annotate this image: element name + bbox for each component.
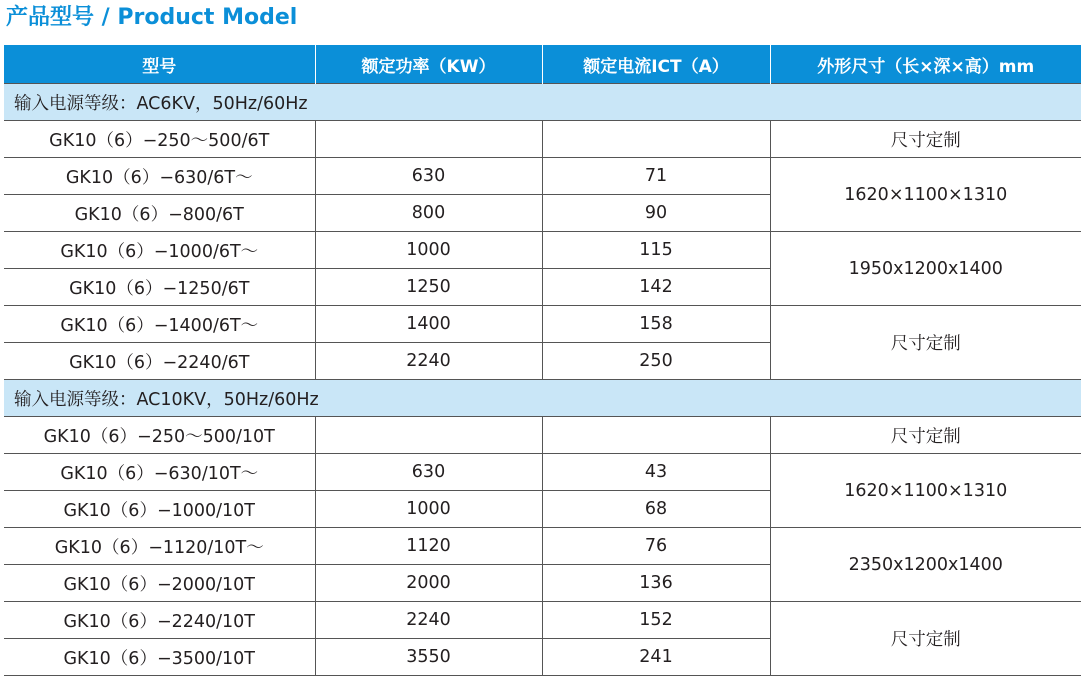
table-row <box>4 528 1081 565</box>
cell-current: 71 <box>542 158 770 195</box>
header-model: 型号 <box>4 45 315 84</box>
cell-model: GK10（6）−800/6T <box>4 195 315 232</box>
cell-power: 1250 <box>315 269 542 306</box>
cell-model: GK10（6）−1250/6T <box>4 269 315 306</box>
cell-model: GK10（6）−1120/10T～ <box>4 528 315 565</box>
table-row <box>4 417 1081 454</box>
section-row-6kv <box>4 84 1081 121</box>
cell-current: 90 <box>542 195 770 232</box>
cell-model: GK10（6）−250～500/6T <box>4 121 315 158</box>
cell-power: 800 <box>315 195 542 232</box>
cell-model: GK10（6）−630/6T～ <box>4 158 315 195</box>
cell-current: 43 <box>542 454 770 491</box>
product-model-table <box>4 45 1081 676</box>
cell-model: GK10（6）−1000/6T～ <box>4 232 315 269</box>
cell-power: 1000 <box>315 232 542 269</box>
cell-power: 1120 <box>315 528 542 565</box>
cell-current: 158 <box>542 306 770 343</box>
cell-current: 76 <box>542 528 770 565</box>
cell-dimensions: 尺寸定制 <box>770 306 1081 380</box>
cell-dimensions: 尺寸定制 <box>770 417 1081 454</box>
cell-model: GK10（6）−3500/10T <box>4 639 315 676</box>
cell-power: 1000 <box>315 491 542 528</box>
table-header-row <box>4 45 1081 84</box>
header-dimensions: 外形尺寸（长×深×高）mm <box>770 45 1081 84</box>
cell-dimensions: 1950x1200x1400 <box>770 232 1081 306</box>
cell-model: GK10（6）−1400/6T～ <box>4 306 315 343</box>
cell-dimensions: 1620×1100×1310 <box>770 454 1081 528</box>
header-power: 额定功率（KW） <box>315 45 542 84</box>
table-row <box>4 602 1081 639</box>
cell-current <box>542 121 770 158</box>
cell-current: 136 <box>542 565 770 602</box>
cell-power: 1400 <box>315 306 542 343</box>
cell-model: GK10（6）−630/10T～ <box>4 454 315 491</box>
cell-power: 2240 <box>315 602 542 639</box>
cell-model: GK10（6）−250～500/10T <box>4 417 315 454</box>
cell-power: 3550 <box>315 639 542 676</box>
cell-current: 115 <box>542 232 770 269</box>
cell-power: 630 <box>315 158 542 195</box>
cell-dimensions: 2350x1200x1400 <box>770 528 1081 602</box>
cell-current: 68 <box>542 491 770 528</box>
table-row <box>4 158 1081 195</box>
cell-current: 142 <box>542 269 770 306</box>
cell-power <box>315 121 542 158</box>
cell-power: 630 <box>315 454 542 491</box>
header-current: 额定电流ICT（A） <box>542 45 770 84</box>
cell-current <box>542 417 770 454</box>
cell-model: GK10（6）−2000/10T <box>4 565 315 602</box>
cell-power <box>315 417 542 454</box>
table-row <box>4 454 1081 491</box>
section-row-10kv <box>4 380 1081 417</box>
table-row <box>4 232 1081 269</box>
table-row <box>4 306 1081 343</box>
page-title: 产品型号 / Product Model <box>6 5 298 30</box>
cell-dimensions: 尺寸定制 <box>770 121 1081 158</box>
cell-dimensions: 尺寸定制 <box>770 602 1081 676</box>
cell-model: GK10（6）−2240/10T <box>4 602 315 639</box>
cell-power: 2240 <box>315 343 542 380</box>
cell-model: GK10（6）−2240/6T <box>4 343 315 380</box>
section-label: 输入电源等级：AC6KV，50Hz/60Hz <box>4 84 1081 121</box>
cell-current: 152 <box>542 602 770 639</box>
cell-dimensions: 1620×1100×1310 <box>770 158 1081 232</box>
cell-current: 241 <box>542 639 770 676</box>
cell-current: 250 <box>542 343 770 380</box>
cell-power: 2000 <box>315 565 542 602</box>
section-label: 输入电源等级：AC10KV，50Hz/60Hz <box>4 380 1081 417</box>
table-row <box>4 121 1081 158</box>
cell-model: GK10（6）−1000/10T <box>4 491 315 528</box>
